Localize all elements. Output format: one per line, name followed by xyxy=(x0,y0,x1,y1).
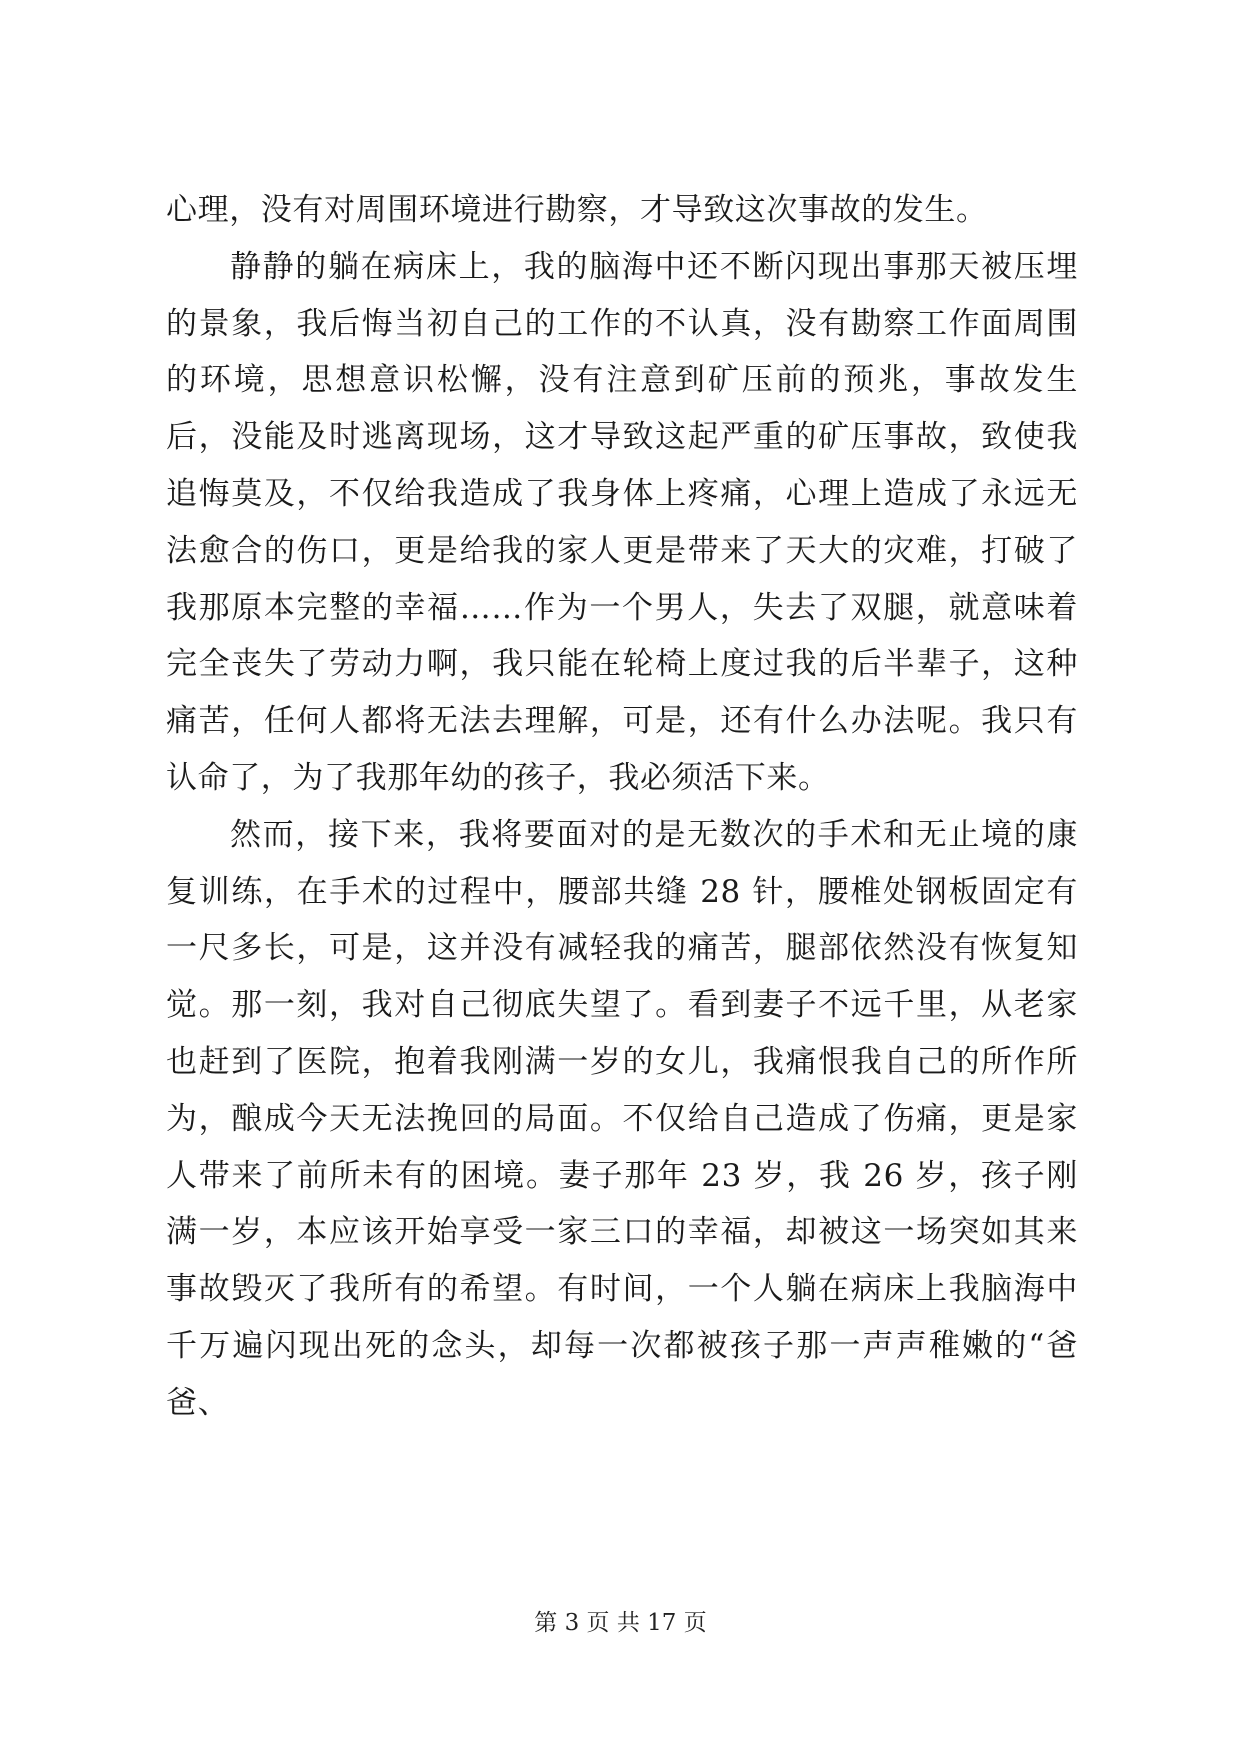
page-number-footer: 第 3 页 共 17 页 xyxy=(534,1610,707,1636)
paragraph-continued: 心理，没有对周围环境进行勘察，才导致这次事故的发生。 xyxy=(166,192,988,228)
document-body xyxy=(166,182,1078,1432)
paragraph-hospital-bed: 静静的躺在病床上，我的脑海中还不断闪现出事那天被压埋的景象，我后悔当初自己的工作的不认真，没有勘察工作面周围的环境，思想意识松懈，没有注意到矿压前的预兆，事故发生后，没能及时逃离现场，这才导致这起严重的矿压事故，致使我追悔莫及，不仅给我造成了我身体上疼痛，心理上造成了永远无法愈合的伤口，更是给我的家人更是带来了天大的灾难，打破了我那原本完整的幸福……作为一个男人，失去了双腿，就意味着完全丧失了劳动力啊，我只能在轮椅上度过我的后半辈子，这种痛苦，任何人都将无法去理解，可是，还有什么办法呢。我只有认命了，为了我那年幼的孩子，我必须活下来。 xyxy=(166,248,1078,796)
paragraph-surgery-recovery: 然而，接下来，我将要面对的是无数次的手术和无止境的康复训练，在手术的过程中，腰部共缝 28 针，腰椎处钢板固定有一尺多长，可是，这并没有减轻我的痛苦，腿部依然没有恢复知觉。那一刻，我对自己彻底失望了。看到妻子不远千里，从老家也赶到了医院，抱着我刚满一岁的女儿，我痛恨我自己的所作所为，酿成今天无法挽回的局面。不仅给自己造成了伤痛，更是家人带来了前所未有的困境。妻子那年 23 岁，我 26 岁，孩子刚满一岁，本应该开始享受一家三口的幸福，却被这一场突如其来事故毁灭了我所有的希望。有时间，一个人躺在病床上我脑海中千万遍闪现出死的念头，却每一次都被孩子那一声声稚嫩的“爸爸、 xyxy=(166,816,1078,1421)
